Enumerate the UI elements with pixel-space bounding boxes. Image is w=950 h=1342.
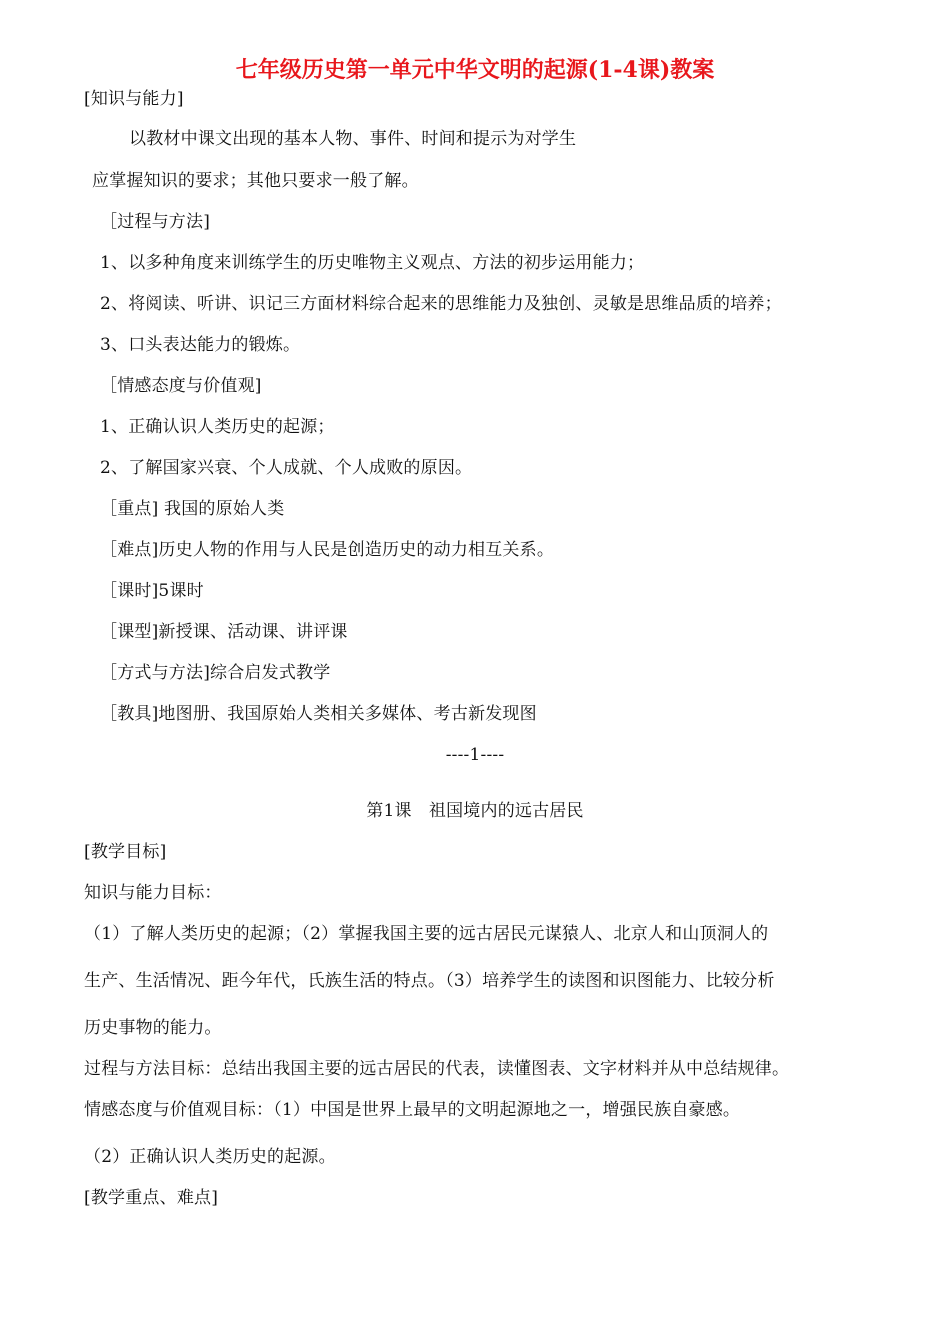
process-goal: 过程与方法目标：总结出我国主要的远古居民的代表，读懂图表、文字材料并从中总结规律。 [84, 1059, 790, 1079]
objectives-heading: [教学目标] [84, 842, 167, 862]
lesson-title: 第1课 祖国境内的远古居民 [366, 801, 584, 821]
document-title: 七年级历史第一单元中华文明的起源(1-4课)教案 [235, 57, 715, 83]
class-type: ［课型]新授课、活动课、讲评课 [100, 622, 348, 642]
teaching-method: ［方式与方法]综合启发式教学 [100, 663, 331, 683]
class-hours: ［课时]5课时 [100, 581, 204, 601]
teaching-tools: ［教具]地图册、我国原始人类相关多媒体、考古新发现图 [100, 704, 537, 724]
emotion-goal: 情感态度与价值观目标：（1）中国是世界上最早的文明起源地之一，增强民族自豪感。 [84, 1100, 741, 1120]
process-item-2: 2、将阅读、听讲、识记三方面材料综合起来的思维能力及独创、灵敏是思维品质的培养； [100, 294, 782, 314]
emotion-item-2: 2、了解国家兴衰、个人成就、个人成败的原因。 [100, 458, 473, 478]
key-difficult-heading: [教学重点、难点] [84, 1188, 219, 1208]
process-item-3: 3、口头表达能力的锻炼。 [100, 335, 301, 355]
emotion-goal-2: （2）正确认识人类历史的起源。 [84, 1147, 336, 1167]
knowledge-line-2: 应掌握知识的要求；其他只要求一般了解。 [92, 171, 419, 191]
difficult-point: ［难点]历史人物的作用与人民是创造历史的动力相互关系。 [100, 540, 555, 560]
process-item-1: 1、以多种角度来训练学生的历史唯物主义观点、方法的初步运用能力； [100, 253, 645, 273]
emotion-item-1: 1、正确认识人类历史的起源； [100, 417, 335, 437]
objectives-paragraph-line-3: 历史事物的能力。 [84, 1018, 222, 1038]
knowledge-line-1: 以教材中课文出现的基本人物、事件、时间和提示为对学生 [129, 129, 577, 149]
key-point: ［重点] 我国的原始人类 [100, 499, 285, 519]
objectives-paragraph-line-1: （1）了解人类历史的起源；（2）掌握我国主要的远古居民元谋猿人、北京人和山顶洞人的 [84, 924, 769, 944]
emotion-heading: ［情感态度与价值观] [100, 376, 262, 396]
page-separator: ----1---- [445, 745, 505, 765]
knowledge-heading: [知识与能力] [84, 89, 184, 109]
process-heading: ［过程与方法] [100, 212, 211, 232]
objectives-paragraph-line-2: 生产、生活情况、距今年代，氏族生活的特点。（3）培养学生的读图和识图能力、比较分析 [84, 971, 775, 991]
objectives-subheading: 知识与能力目标： [84, 883, 222, 903]
